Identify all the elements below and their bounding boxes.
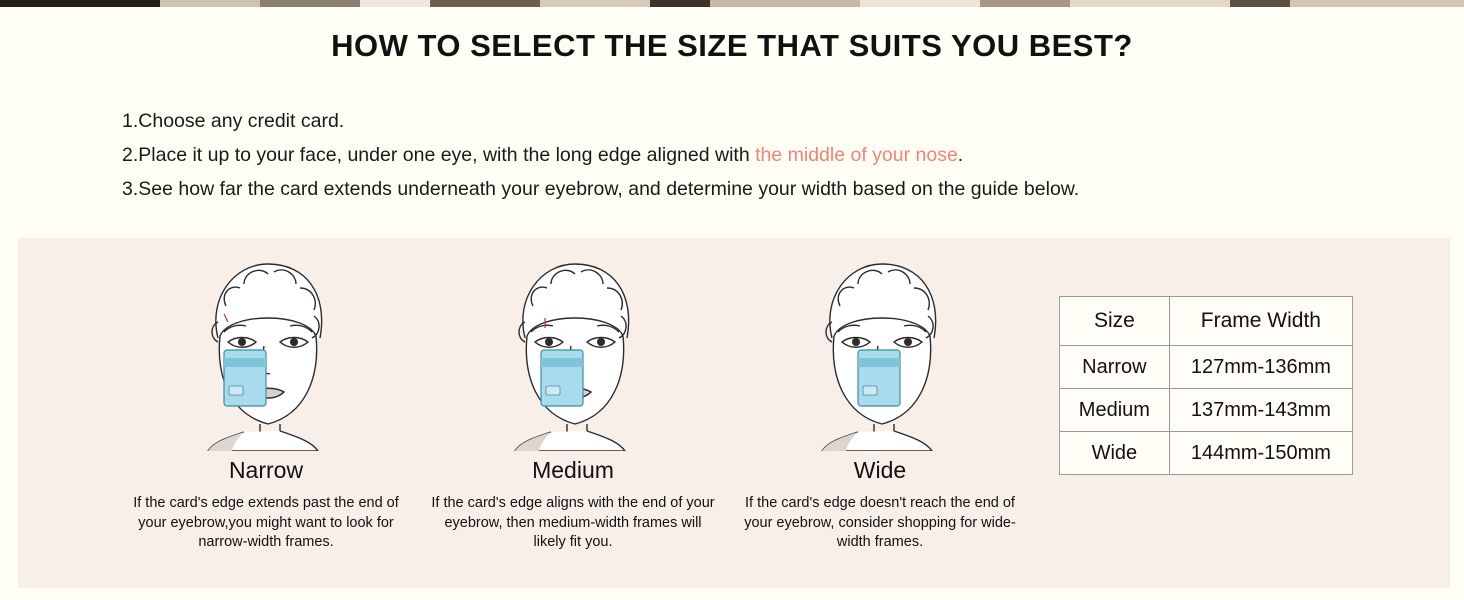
table-row — [1060, 432, 1353, 475]
step-2-text-post: . — [957, 144, 964, 166]
step-2-text-pre: 2.Place it up to your face, under one eye, with the long edge aligned with — [122, 144, 756, 166]
table-cell-size: Wide — [1060, 432, 1170, 475]
card-label-medium: Medium — [532, 457, 614, 483]
card-label-wide: Wide — [853, 457, 907, 483]
face-with-credit-card-icon — [463, 246, 683, 451]
face-illustration-medium — [417, 246, 729, 451]
step-2 — [122, 138, 1079, 172]
table-cell-width: 127mm-136mm — [1169, 346, 1352, 389]
top-image-strip — [0, 0, 1464, 7]
table-row — [1060, 346, 1353, 389]
table-header-size: Size — [1060, 297, 1170, 346]
step-3: 3.See how far the card extends underneath your eyebrow, and determine your width based on the guide below. — [122, 178, 1080, 200]
card-desc-wide: If the card's edge doesn't reach the end of your eyebrow, consider shopping for wide-width frames. — [744, 495, 1016, 550]
face-illustration-wide — [724, 246, 1036, 451]
table-cell-size: Narrow — [1060, 346, 1170, 389]
table-cell-size: Medium — [1060, 389, 1170, 432]
table-cell-width: 137mm-143mm — [1169, 389, 1352, 432]
instruction-steps — [122, 104, 1079, 206]
guide-card-narrow — [110, 246, 422, 588]
face-with-credit-card-icon — [770, 246, 990, 451]
frame-width-table — [1059, 296, 1353, 475]
table-row — [1060, 389, 1353, 432]
guide-cards — [18, 238, 1058, 588]
step-1: 1.Choose any credit card. — [122, 110, 345, 132]
guide-panel — [18, 238, 1450, 588]
face-illustration-narrow — [110, 246, 422, 451]
page-title: HOW TO SELECT THE SIZE THAT SUITS YOU BEST? — [331, 28, 1133, 63]
card-desc-medium: If the card's edge aligns with the end of your eyebrow, then medium-width frames will likely fit you. — [431, 495, 715, 550]
table-cell-width: 144mm-150mm — [1169, 432, 1352, 475]
card-label-narrow: Narrow — [228, 457, 304, 483]
step-2-highlight: the middle of your nose — [755, 144, 958, 166]
card-desc-narrow: If the card's edge extends past the end of your eyebrow,you might want to look for narrow-width frames. — [133, 495, 399, 550]
table-header-row — [1060, 297, 1353, 346]
guide-card-wide — [724, 246, 1036, 588]
guide-card-medium — [417, 246, 729, 588]
table-header-frame-width: Frame Width — [1169, 297, 1352, 346]
face-with-credit-card-icon — [156, 246, 376, 451]
